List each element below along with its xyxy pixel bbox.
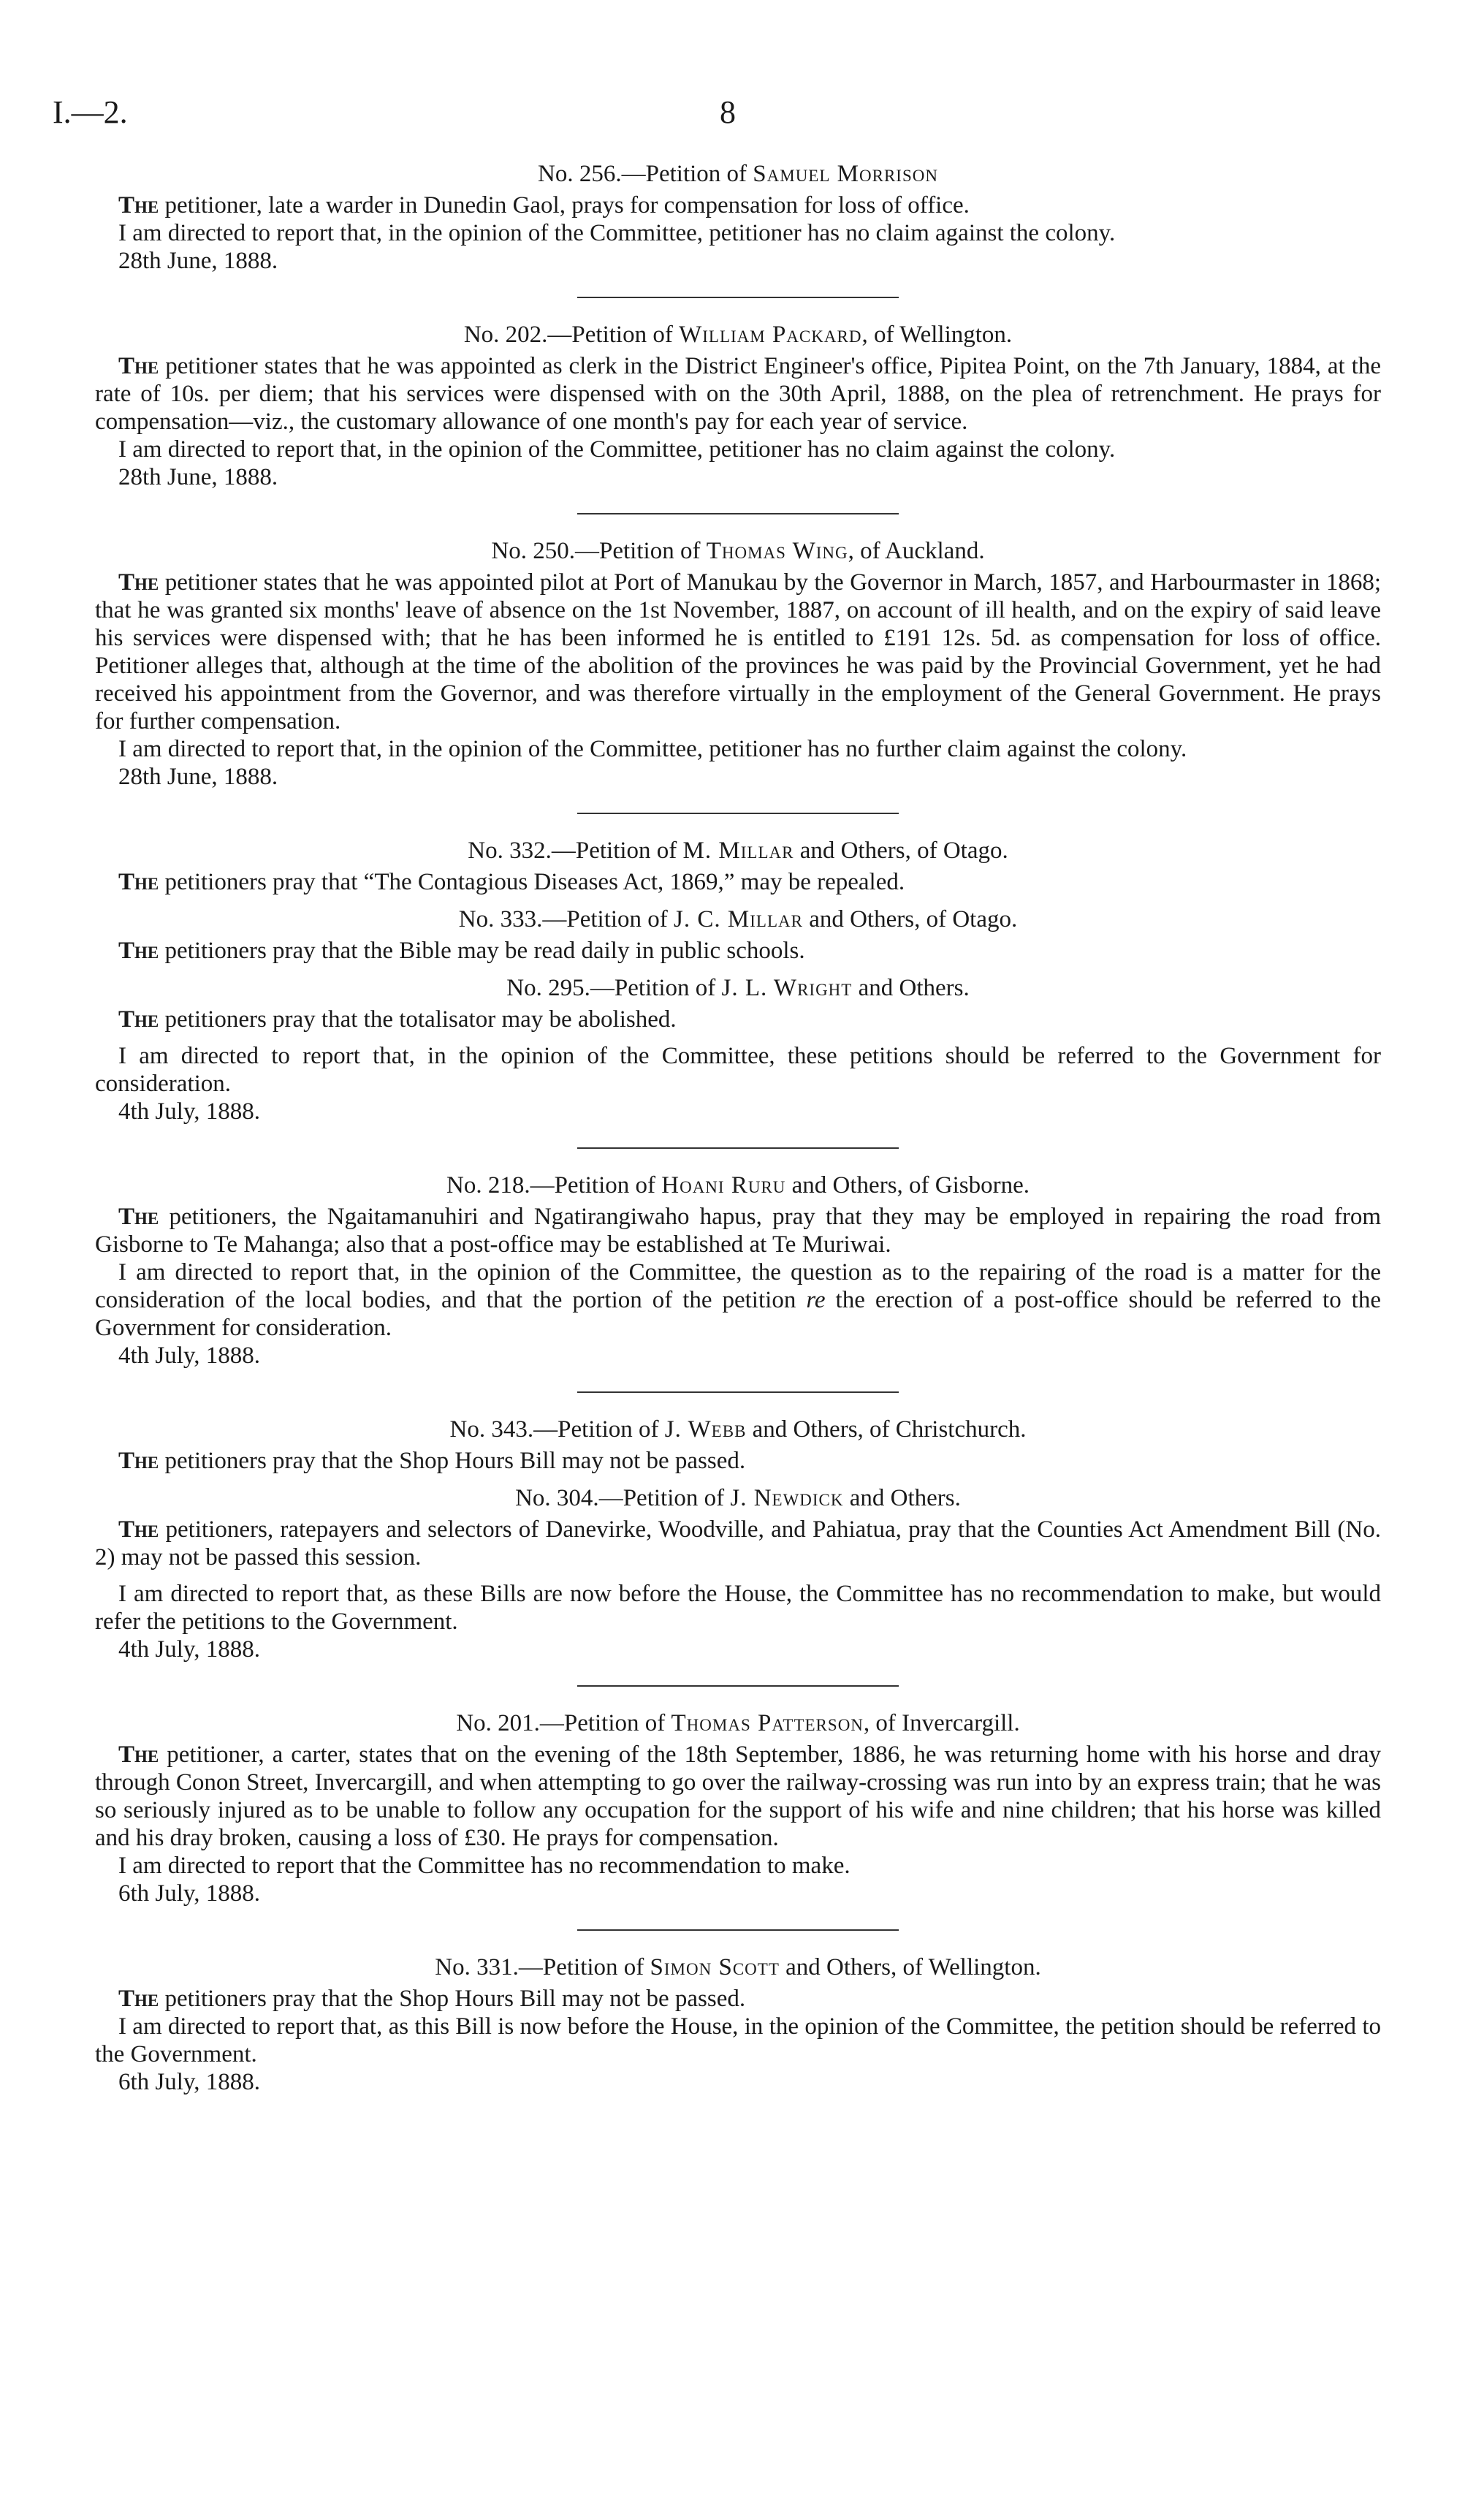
petition-entry	[95, 1953, 1381, 2096]
petition-entry	[95, 1415, 1381, 1475]
section-divider	[577, 1391, 899, 1393]
petition-body: The petitioners pray that the Shop Hours Bill may not be passed.	[118, 1986, 746, 2012]
report-date: 6th July, 1888.	[118, 1880, 261, 1907]
petition-entry	[95, 836, 1381, 896]
petitioner-name: J. L. Wright	[721, 975, 853, 1001]
committee-report: I am directed to report that, in the opinion of the Committee, petitioner has no further claim against the colony.	[118, 736, 1187, 762]
page-header	[0, 94, 1484, 137]
petition-entry	[95, 1484, 1381, 1663]
petition-title: No. 331.—Petition of Simon Scott and Others, of Wellington.	[435, 1954, 1041, 1980]
petition-title: No. 250.—Petition of Thomas Wing, of Auckland.	[491, 538, 985, 564]
section-divider	[577, 1685, 899, 1687]
petition-body: The petitioner, late a warder in Dunedin Gaol, prays for compensation for loss of office.	[118, 192, 970, 219]
section-divider	[577, 813, 899, 814]
section-divider	[577, 297, 899, 298]
petitions-report	[95, 159, 1381, 2096]
petition-body: The petitioners pray that the Shop Hours Bill may not be passed.	[118, 1448, 746, 1474]
petition-body: The petitioners pray that the Bible may be read daily in public schools.	[118, 938, 805, 964]
petitioner-name: J. Newdick	[730, 1485, 844, 1511]
paper-reference: I.—2.	[53, 94, 128, 130]
petition-entry	[95, 1171, 1381, 1370]
petition-entry	[95, 905, 1381, 965]
page-number: 8	[720, 94, 736, 130]
report-date: 28th June, 1888.	[118, 764, 278, 790]
petition-title: No. 295.—Petition of J. L. Wright and Others.	[506, 975, 970, 1001]
petition-body: The petitioners pray that the totalisator may be abolished.	[118, 1006, 677, 1033]
section-divider	[577, 1929, 899, 1931]
petition-title: No. 202.—Petition of William Packard, of Wellington.	[463, 322, 1013, 348]
petition-body: The petitioners, ratepayers and selectors of Danevirke, Woodville, and Pahiatua, pray that the Counties Act Amendment Bill (No. 2) may not be passed this session.	[95, 1516, 1381, 1570]
petition-title: No. 201.—Petition of Thomas Patterson, of Invercargill.	[456, 1710, 1020, 1736]
petition-body: The petitioner states that he was appointed as clerk in the District Engineer's office, Pipitea Point, on the 7th January, 1884, at the rate of 10s. per diem; that his services were dispensed with on the 30th April, 1888, on the plea of retrenchment. He prays for compensation—viz., the customary allowance of one month's pay for each year of service.	[95, 353, 1382, 435]
committee-report: I am directed to report that, in the opinion of the Committee, these petitions should be referred to the Government for consideration.	[95, 1043, 1381, 1097]
petition-title: No. 256.—Petition of Samuel Morrison	[538, 161, 938, 187]
petition-title: No. 343.—Petition of J. Webb and Others, of Christchurch.	[449, 1416, 1027, 1443]
petition-title: No. 218.—Petition of Hoani Ruru and Others, of Gisborne.	[446, 1172, 1030, 1199]
petitioner-name: Thomas Patterson	[671, 1710, 864, 1736]
petition-title: No. 333.—Petition of J. C. Millar and Others, of Otago.	[458, 906, 1018, 933]
report-date: 6th July, 1888.	[118, 2069, 261, 2095]
committee-report: I am directed to report that, as this Bill is now before the House, in the opinion of the Committee, the petition should be referred to the Government.	[95, 2013, 1381, 2067]
section-divider	[577, 1147, 899, 1149]
petition-title: No. 304.—Petition of J. Newdick and Others.	[515, 1485, 961, 1511]
committee-report: I am directed to report that the Committee has no recommendation to make.	[118, 1853, 851, 1879]
petitioner-name: Simon Scott	[650, 1954, 780, 1980]
report-date: 4th July, 1888.	[118, 1342, 261, 1369]
committee-report: I am directed to report that, as these Bills are now before the House, the Committee has no recommendation to make, but would refer the petitions to the Government.	[95, 1581, 1381, 1635]
petition-title: No. 332.—Petition of M. Millar and Others, of Otago.	[468, 838, 1008, 864]
petition-body: The petitioner states that he was appointed pilot at Port of Manukau by the Governor in March, 1857, and Harbourmaster in 1868; that he was granted six months' leave of absence on the 1st November, 1887, on account of ill health, and on the expiry of said leave his services were dispensed with; that he has been informed he is entitled to £191 12s. 5d. as compensation for loss of office. Petitioner alleges that, although at the time of the abolition of the provinces he was paid by the Provincial Government, yet he had received his appointment from the Governor, and was therefore virtually in the employment of the General Government. He prays for further compensation.	[95, 569, 1381, 734]
petition-entry	[95, 1709, 1381, 1907]
petition-entry	[95, 536, 1381, 791]
petition-body: The petitioner, a carter, states that on the evening of the 18th September, 1886, he was returning home with his horse and dray through Conon Street, Invercargill, and when attempting to go over the railway-crossing was run into by an express train; that he was so seriously injured as to be unable to follow any occupation for the support of his wife and nine children; that his horse was killed and his dray broken, causing a loss of £30. He prays for compensation.	[95, 1742, 1381, 1851]
petitioner-name: J. C. Millar	[674, 906, 803, 933]
section-divider	[577, 513, 899, 514]
petitioner-name: Hoani Ruru	[661, 1172, 786, 1199]
petitioner-name: M. Millar	[682, 838, 794, 864]
petitioner-name: J. Webb	[664, 1416, 747, 1443]
petition-entry	[95, 159, 1381, 275]
petitioner-name: Thomas Wing	[706, 538, 848, 564]
committee-report: I am directed to report that, in the opinion of the Committee, the question as to the repairing of the road is a matter for the consideration of the local bodies, and that the portion of the petition re the erection of a post-office should be referred to the Government for consideration.	[95, 1259, 1381, 1341]
committee-report: I am directed to report that, in the opinion of the Committee, petitioner has no claim against the colony.	[118, 220, 1116, 246]
report-date: 28th June, 1888.	[118, 248, 278, 274]
report-date: 4th July, 1888.	[118, 1636, 261, 1663]
report-date: 4th July, 1888.	[118, 1098, 261, 1125]
report-date: 28th June, 1888.	[118, 464, 278, 490]
petition-entry	[95, 973, 1381, 1125]
petition-body: The petitioners pray that “The Contagious Diseases Act, 1869,” may be repealed.	[118, 869, 905, 895]
committee-report: I am directed to report that, in the opinion of the Committee, petitioner has no claim against the colony.	[118, 436, 1116, 463]
petitioner-name: William Packard	[679, 322, 862, 348]
petition-body: The petitioners, the Ngaitamanuhiri and Ngatirangiwaho hapus, pray that they may be employed in repairing the road from Gisborne to Te Mahanga; also that a post-office may be established at Te Muriwai.	[95, 1204, 1382, 1258]
petitioner-name: Samuel Morrison	[753, 161, 938, 187]
petition-entry	[95, 320, 1381, 491]
